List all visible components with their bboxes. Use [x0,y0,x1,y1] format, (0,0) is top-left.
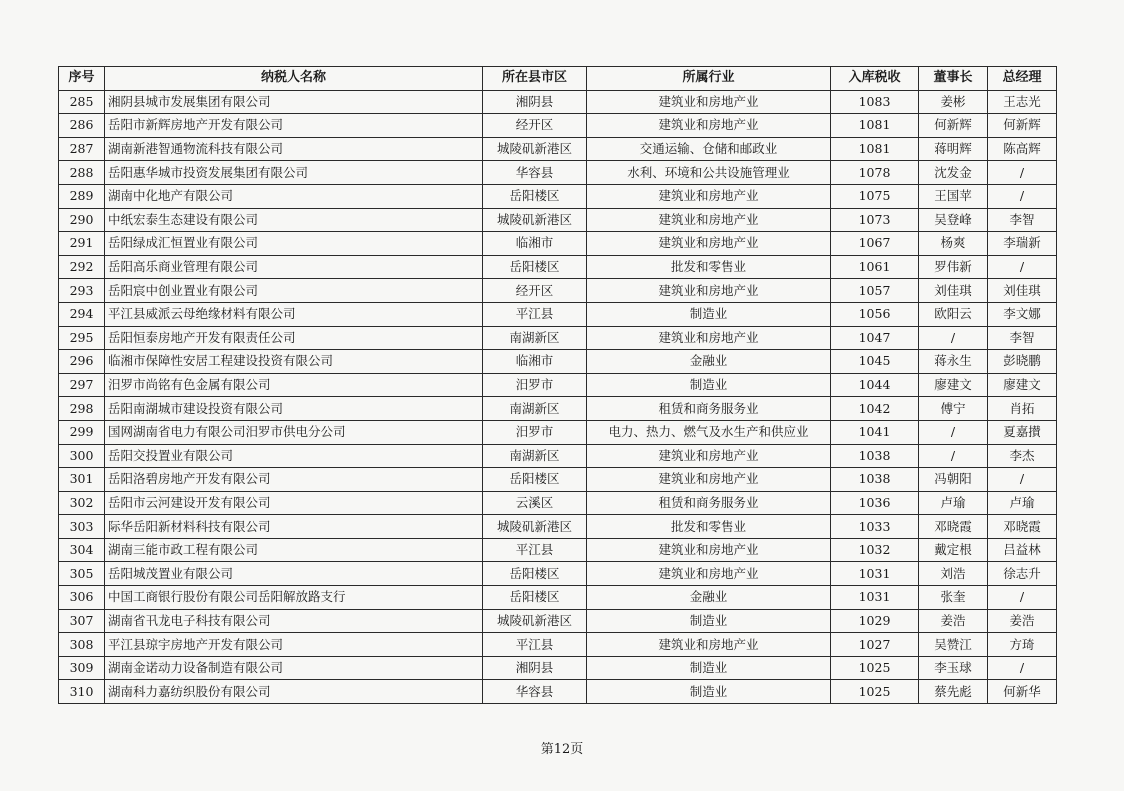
taxpayer-table [58,66,1057,704]
cell-area: 南湖新区 [483,326,587,350]
cell-chair: 蒋永生 [919,350,988,374]
cell-gm: 李杰 [988,444,1057,468]
cell-chair: 蔡先彪 [919,680,988,704]
cell-tax: 1029 [831,609,919,633]
cell-seq: 300 [59,444,105,468]
cell-chair: 李玉球 [919,656,988,680]
cell-seq: 289 [59,184,105,208]
cell-name: 湖南新港智通物流科技有限公司 [105,137,483,161]
cell-name: 临湘市保障性安居工程建设投资有限公司 [105,350,483,374]
cell-seq: 286 [59,114,105,138]
cell-seq: 305 [59,562,105,586]
page-number: 第12页 [540,742,584,757]
cell-seq: 295 [59,326,105,350]
cell-area: 云溪区 [483,491,587,515]
cell-area: 岳阳楼区 [483,586,587,610]
table-row [59,468,1057,492]
cell-gm: 彭晓鹏 [988,350,1057,374]
cell-name: 岳阳交投置业有限公司 [105,444,483,468]
cell-seq: 287 [59,137,105,161]
cell-gm: / [988,161,1057,185]
header-chair: 董事长 [919,67,988,91]
cell-seq: 297 [59,373,105,397]
cell-industry: 水利、环境和公共设施管理业 [587,161,831,185]
cell-area: 华容县 [483,161,587,185]
cell-area: 岳阳楼区 [483,184,587,208]
cell-industry: 电力、热力、燃气及水生产和供应业 [587,420,831,444]
cell-name: 岳阳市新辉房地产开发有限公司 [105,114,483,138]
cell-seq: 299 [59,420,105,444]
cell-tax: 1042 [831,397,919,421]
cell-name: 岳阳恒泰房地产开发有限责任公司 [105,326,483,350]
cell-industry: 批发和零售业 [587,255,831,279]
cell-area: 城陵矶新港区 [483,208,587,232]
header-gm: 总经理 [988,67,1057,91]
table-row [59,114,1057,138]
cell-gm: 廖建文 [988,373,1057,397]
cell-area: 临湘市 [483,350,587,374]
cell-tax: 1061 [831,255,919,279]
header-name: 纳税人名称 [105,67,483,91]
cell-industry: 建筑业和房地产业 [587,444,831,468]
cell-gm: 邓晓霞 [988,515,1057,539]
cell-gm: / [988,255,1057,279]
cell-gm: 刘佳琪 [988,279,1057,303]
cell-seq: 288 [59,161,105,185]
cell-chair: 姜浩 [919,609,988,633]
header-tax: 入库税收 [831,67,919,91]
cell-seq: 303 [59,515,105,539]
cell-seq: 294 [59,302,105,326]
cell-industry: 建筑业和房地产业 [587,468,831,492]
cell-industry: 建筑业和房地产业 [587,114,831,138]
cell-gm: 卢瑜 [988,491,1057,515]
cell-name: 岳阳城茂置业有限公司 [105,562,483,586]
cell-name: 岳阳绿成汇恒置业有限公司 [105,232,483,256]
cell-chair: 欧阳云 [919,302,988,326]
cell-gm: / [988,468,1057,492]
cell-industry: 批发和零售业 [587,515,831,539]
cell-chair: 邓晓霞 [919,515,988,539]
cell-seq: 308 [59,633,105,657]
cell-gm: 方琦 [988,633,1057,657]
cell-name: 平江县琼宇房地产开发有限公司 [105,633,483,657]
header-area: 所在县市区 [483,67,587,91]
cell-chair: 杨爽 [919,232,988,256]
table-row [59,609,1057,633]
cell-tax: 1038 [831,444,919,468]
cell-gm: 王志光 [988,90,1057,114]
cell-industry: 制造业 [587,609,831,633]
cell-chair: / [919,420,988,444]
cell-seq: 304 [59,538,105,562]
table-body [59,90,1057,703]
cell-area: 南湖新区 [483,444,587,468]
cell-industry: 建筑业和房地产业 [587,279,831,303]
cell-area: 岳阳楼区 [483,562,587,586]
cell-name: 湖南科力嘉纺织股份有限公司 [105,680,483,704]
cell-gm: / [988,656,1057,680]
table-row [59,232,1057,256]
cell-industry: 建筑业和房地产业 [587,232,831,256]
cell-gm: 李文娜 [988,302,1057,326]
table-row [59,137,1057,161]
cell-chair: 刘佳琪 [919,279,988,303]
cell-seq: 285 [59,90,105,114]
cell-name: 岳阳市云河建设开发有限公司 [105,491,483,515]
table-row [59,538,1057,562]
cell-tax: 1067 [831,232,919,256]
cell-gm: / [988,184,1057,208]
cell-industry: 建筑业和房地产业 [587,90,831,114]
cell-name: 湖南三能市政工程有限公司 [105,538,483,562]
cell-tax: 1038 [831,468,919,492]
cell-industry: 制造业 [587,680,831,704]
table-row [59,491,1057,515]
cell-area: 城陵矶新港区 [483,515,587,539]
cell-name: 岳阳宸中创业置业有限公司 [105,279,483,303]
cell-name: 湖南省卂龙电子科技有限公司 [105,609,483,633]
cell-area: 汨罗市 [483,420,587,444]
cell-tax: 1036 [831,491,919,515]
cell-industry: 建筑业和房地产业 [587,208,831,232]
table-row [59,373,1057,397]
cell-seq: 310 [59,680,105,704]
cell-chair: 戴定根 [919,538,988,562]
table-row [59,680,1057,704]
cell-seq: 306 [59,586,105,610]
cell-gm: 吕益林 [988,538,1057,562]
cell-name: 岳阳洛碧房地产开发有限公司 [105,468,483,492]
cell-tax: 1027 [831,633,919,657]
table-row [59,208,1057,232]
cell-name: 湘阴县城市发展集团有限公司 [105,90,483,114]
cell-name: 中国工商银行股份有限公司岳阳解放路支行 [105,586,483,610]
cell-tax: 1045 [831,350,919,374]
cell-gm: 徐志升 [988,562,1057,586]
cell-area: 湘阴县 [483,656,587,680]
cell-seq: 302 [59,491,105,515]
cell-area: 汨罗市 [483,373,587,397]
cell-gm: 夏嘉攅 [988,420,1057,444]
cell-name: 湖南中化地产有限公司 [105,184,483,208]
cell-industry: 租赁和商务服务业 [587,397,831,421]
cell-chair: 蒋明辉 [919,137,988,161]
cell-seq: 293 [59,279,105,303]
cell-gm: 何新辉 [988,114,1057,138]
cell-chair: 罗伟新 [919,255,988,279]
cell-area: 平江县 [483,538,587,562]
cell-tax: 1078 [831,161,919,185]
cell-industry: 制造业 [587,302,831,326]
table-row [59,184,1057,208]
cell-chair: 廖建文 [919,373,988,397]
cell-chair: 王国苹 [919,184,988,208]
cell-name: 岳阳南湖城市建设投资有限公司 [105,397,483,421]
cell-name: 岳阳惠华城市投资发展集团有限公司 [105,161,483,185]
cell-seq: 291 [59,232,105,256]
table-row [59,656,1057,680]
cell-industry: 建筑业和房地产业 [587,633,831,657]
table-row [59,255,1057,279]
table-row [59,279,1057,303]
cell-seq: 298 [59,397,105,421]
cell-gm: 李智 [988,208,1057,232]
cell-seq: 309 [59,656,105,680]
cell-gm: 李瑞新 [988,232,1057,256]
table-row [59,586,1057,610]
cell-chair: 张奎 [919,586,988,610]
cell-industry: 交通运输、仓储和邮政业 [587,137,831,161]
cell-industry: 建筑业和房地产业 [587,538,831,562]
cell-chair: / [919,326,988,350]
cell-area: 湘阴县 [483,90,587,114]
cell-area: 经开区 [483,114,587,138]
cell-area: 华容县 [483,680,587,704]
cell-name: 国网湖南省电力有限公司汨罗市供电分公司 [105,420,483,444]
cell-tax: 1056 [831,302,919,326]
cell-tax: 1031 [831,586,919,610]
cell-area: 经开区 [483,279,587,303]
cell-chair: / [919,444,988,468]
table-row [59,90,1057,114]
cell-name: 际华岳阳新材料科技有限公司 [105,515,483,539]
cell-tax: 1083 [831,90,919,114]
cell-chair: 沈发金 [919,161,988,185]
cell-seq: 301 [59,468,105,492]
cell-area: 城陵矶新港区 [483,137,587,161]
cell-area: 城陵矶新港区 [483,609,587,633]
cell-area: 平江县 [483,302,587,326]
cell-industry: 制造业 [587,656,831,680]
cell-industry: 金融业 [587,350,831,374]
cell-name: 平江县威派云母绝缘材料有限公司 [105,302,483,326]
cell-tax: 1081 [831,137,919,161]
table-row [59,444,1057,468]
table-row [59,562,1057,586]
cell-area: 岳阳楼区 [483,468,587,492]
table-row [59,161,1057,185]
cell-industry: 建筑业和房地产业 [587,562,831,586]
table-row [59,350,1057,374]
table-row [59,515,1057,539]
cell-industry: 建筑业和房地产业 [587,184,831,208]
table-row [59,420,1057,444]
table-row [59,397,1057,421]
cell-area: 平江县 [483,633,587,657]
cell-name: 汨罗市尚铭有色金属有限公司 [105,373,483,397]
header-industry: 所属行业 [587,67,831,91]
cell-tax: 1075 [831,184,919,208]
cell-gm: 姜浩 [988,609,1057,633]
cell-tax: 1025 [831,680,919,704]
cell-tax: 1032 [831,538,919,562]
cell-chair: 吴赞江 [919,633,988,657]
cell-chair: 刘浩 [919,562,988,586]
cell-area: 岳阳楼区 [483,255,587,279]
cell-gm: 肖拓 [988,397,1057,421]
cell-industry: 金融业 [587,586,831,610]
header-seq: 序号 [59,67,105,91]
cell-tax: 1041 [831,420,919,444]
cell-chair: 卢瑜 [919,491,988,515]
cell-chair: 吴登峰 [919,208,988,232]
cell-tax: 1081 [831,114,919,138]
cell-tax: 1047 [831,326,919,350]
cell-chair: 何新辉 [919,114,988,138]
cell-tax: 1025 [831,656,919,680]
cell-industry: 制造业 [587,373,831,397]
cell-gm: 何新华 [988,680,1057,704]
table-row [59,633,1057,657]
cell-area: 临湘市 [483,232,587,256]
cell-tax: 1073 [831,208,919,232]
cell-tax: 1031 [831,562,919,586]
cell-name: 岳阳高乐商业管理有限公司 [105,255,483,279]
table-row [59,302,1057,326]
cell-seq: 307 [59,609,105,633]
cell-seq: 290 [59,208,105,232]
cell-gm: 陈高辉 [988,137,1057,161]
cell-tax: 1057 [831,279,919,303]
cell-gm: / [988,586,1057,610]
cell-seq: 292 [59,255,105,279]
cell-chair: 冯朝阳 [919,468,988,492]
cell-area: 南湖新区 [483,397,587,421]
cell-industry: 建筑业和房地产业 [587,326,831,350]
cell-industry: 租赁和商务服务业 [587,491,831,515]
table-row [59,326,1057,350]
cell-gm: 李智 [988,326,1057,350]
cell-chair: 傅宁 [919,397,988,421]
cell-tax: 1044 [831,373,919,397]
cell-seq: 296 [59,350,105,374]
cell-chair: 姜彬 [919,90,988,114]
cell-name: 湖南金诺动力设备制造有限公司 [105,656,483,680]
cell-name: 中纸宏泰生态建设有限公司 [105,208,483,232]
table-header-row [59,67,1057,91]
cell-tax: 1033 [831,515,919,539]
